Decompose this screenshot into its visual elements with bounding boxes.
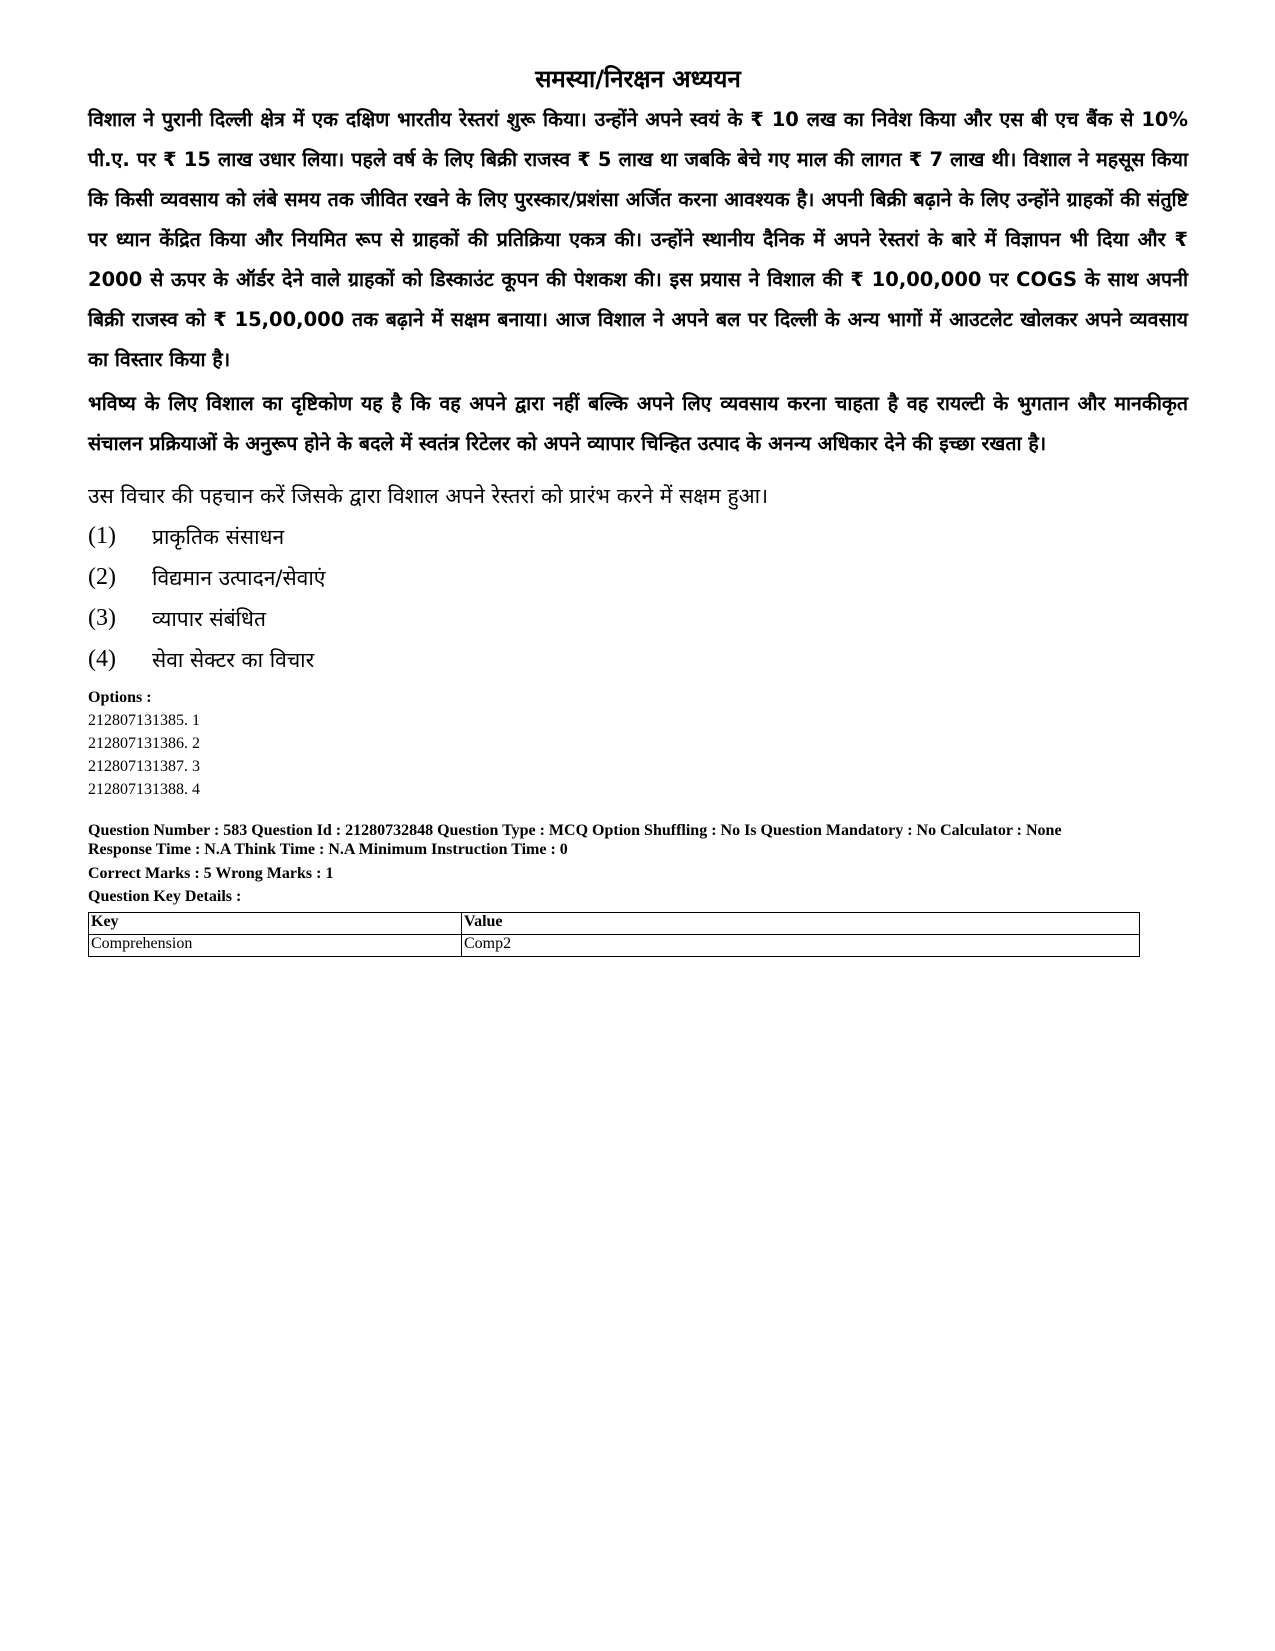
- column-header-key: Key: [89, 913, 462, 935]
- answer-choice-4: [88, 639, 1188, 680]
- table-header-row: [89, 913, 1140, 935]
- answer-choice-1: [88, 516, 1188, 557]
- options-label: Options :: [88, 689, 152, 706]
- key-details-table: [88, 912, 1140, 957]
- option-id-3: 212807131387. 3: [88, 758, 200, 775]
- case-study-paragraph-1: विशाल ने पुरानी दिल्ली क्षेत्र में एक दक्षिण भारतीय रेस्तरां शुरू किया। उन्होंने अपने स्वयं के ₹ 10 लख का निवेश किया और एस बी एच बैंक से 10% पी.ए. पर ₹ 15 लाख उधार लिया। पहले वर्ष के लिए बिक्री राजस्व ₹ 5 लाख था जबकि बेचे गए माल की लागत ₹ 7 लाख थी। विशाल ने महसूस किया कि किसी व्यवसाय को लंबे समय तक जीवित रखने के लिए पुरस्कार/प्रशंसा अर्जित करना आवश्यक है। अपनी बिक्री बढ़ाने के लिए उन्होंने ग्राहकों की संतुष्टि पर ध्यान केंद्रित किया और नियमित रूप से ग्राहकों की प्रतिक्रिया एकत्र की। उन्होंने स्थानीय दैनिक में अपने रेस्तरां के बारे में विज्ञापन भी दिया और ₹ 2000 से ऊपर के ऑर्डर देने वाले ग्राहकों को डिस्काउंट कूपन की पेशकश की। इस प्रयास ने विशाल की ₹ 10,00,000 पर COGS के साथ अपनी बिक्री राजस्व को ₹ 15,00,000 तक बढ़ाने में सक्षम बनाया। आज विशाल ने अपने बल पर दिल्ली के अन्य भागों में आउटलेट खोलकर अपने व्यवसाय का विस्तार किया है।: [88, 108, 1188, 371]
- answer-choice-2: [88, 557, 1188, 598]
- choice-text: व्यापार संबंधित: [152, 606, 266, 631]
- case-study-title: समस्या/निरक्षन अध्ययन: [535, 65, 741, 93]
- question-meta-line-1: Question Number : 583 Question Id : 21280732848 Question Type : MCQ Option Shuffling : No Is Question Mandatory : No Calculator : None: [88, 822, 1062, 839]
- choice-text: विद्यमान उत्पादन/सेवाएं: [152, 565, 326, 590]
- marks-line: Correct Marks : 5 Wrong Marks : 1: [88, 865, 334, 882]
- table-row: [89, 935, 1140, 957]
- choice-number: (4): [88, 646, 116, 672]
- question-page: [88, 62, 1188, 957]
- key-details-label: Question Key Details :: [88, 888, 242, 905]
- option-id-1: 212807131385. 1: [88, 712, 200, 729]
- choice-text: प्राकृतिक संसाधन: [152, 524, 285, 549]
- answer-choices: [88, 516, 1188, 680]
- table-cell-value: Comp2: [462, 935, 1140, 957]
- option-id-4: 212807131388. 4: [88, 781, 200, 798]
- column-header-value: Value: [462, 913, 1140, 935]
- option-id-2: 212807131386. 2: [88, 735, 200, 752]
- table-cell-key: Comprehension: [89, 935, 462, 957]
- choice-number: (2): [88, 564, 116, 590]
- case-study-paragraph-2: भविष्य के लिए विशाल का दृष्टिकोण यह है कि वह अपने द्वारा नहीं बल्कि अपने लिए व्यवसाय करना चाहता है वह रायल्टी के भुगतान और मानकीकृत संचालन प्रक्रियाओं के अनुरूप होने के बदले में स्वतंत्र रिटेलर को अपने व्यापार चिन्हित उत्पाद के अनन्य अधिकार देने की इच्छा रखता है।: [88, 392, 1188, 455]
- answer-choice-3: [88, 598, 1188, 639]
- choice-number: (1): [88, 523, 116, 549]
- choice-number: (3): [88, 605, 116, 631]
- question-text: उस विचार की पहचान करें जिसके द्वारा विशाल अपने रेस्तरां को प्रारंभ करने में सक्षम हुआ।: [88, 484, 769, 508]
- question-meta-line-2: Response Time : N.A Think Time : N.A Minimum Instruction Time : 0: [88, 841, 568, 858]
- choice-text: सेवा सेक्टर का विचार: [152, 647, 315, 672]
